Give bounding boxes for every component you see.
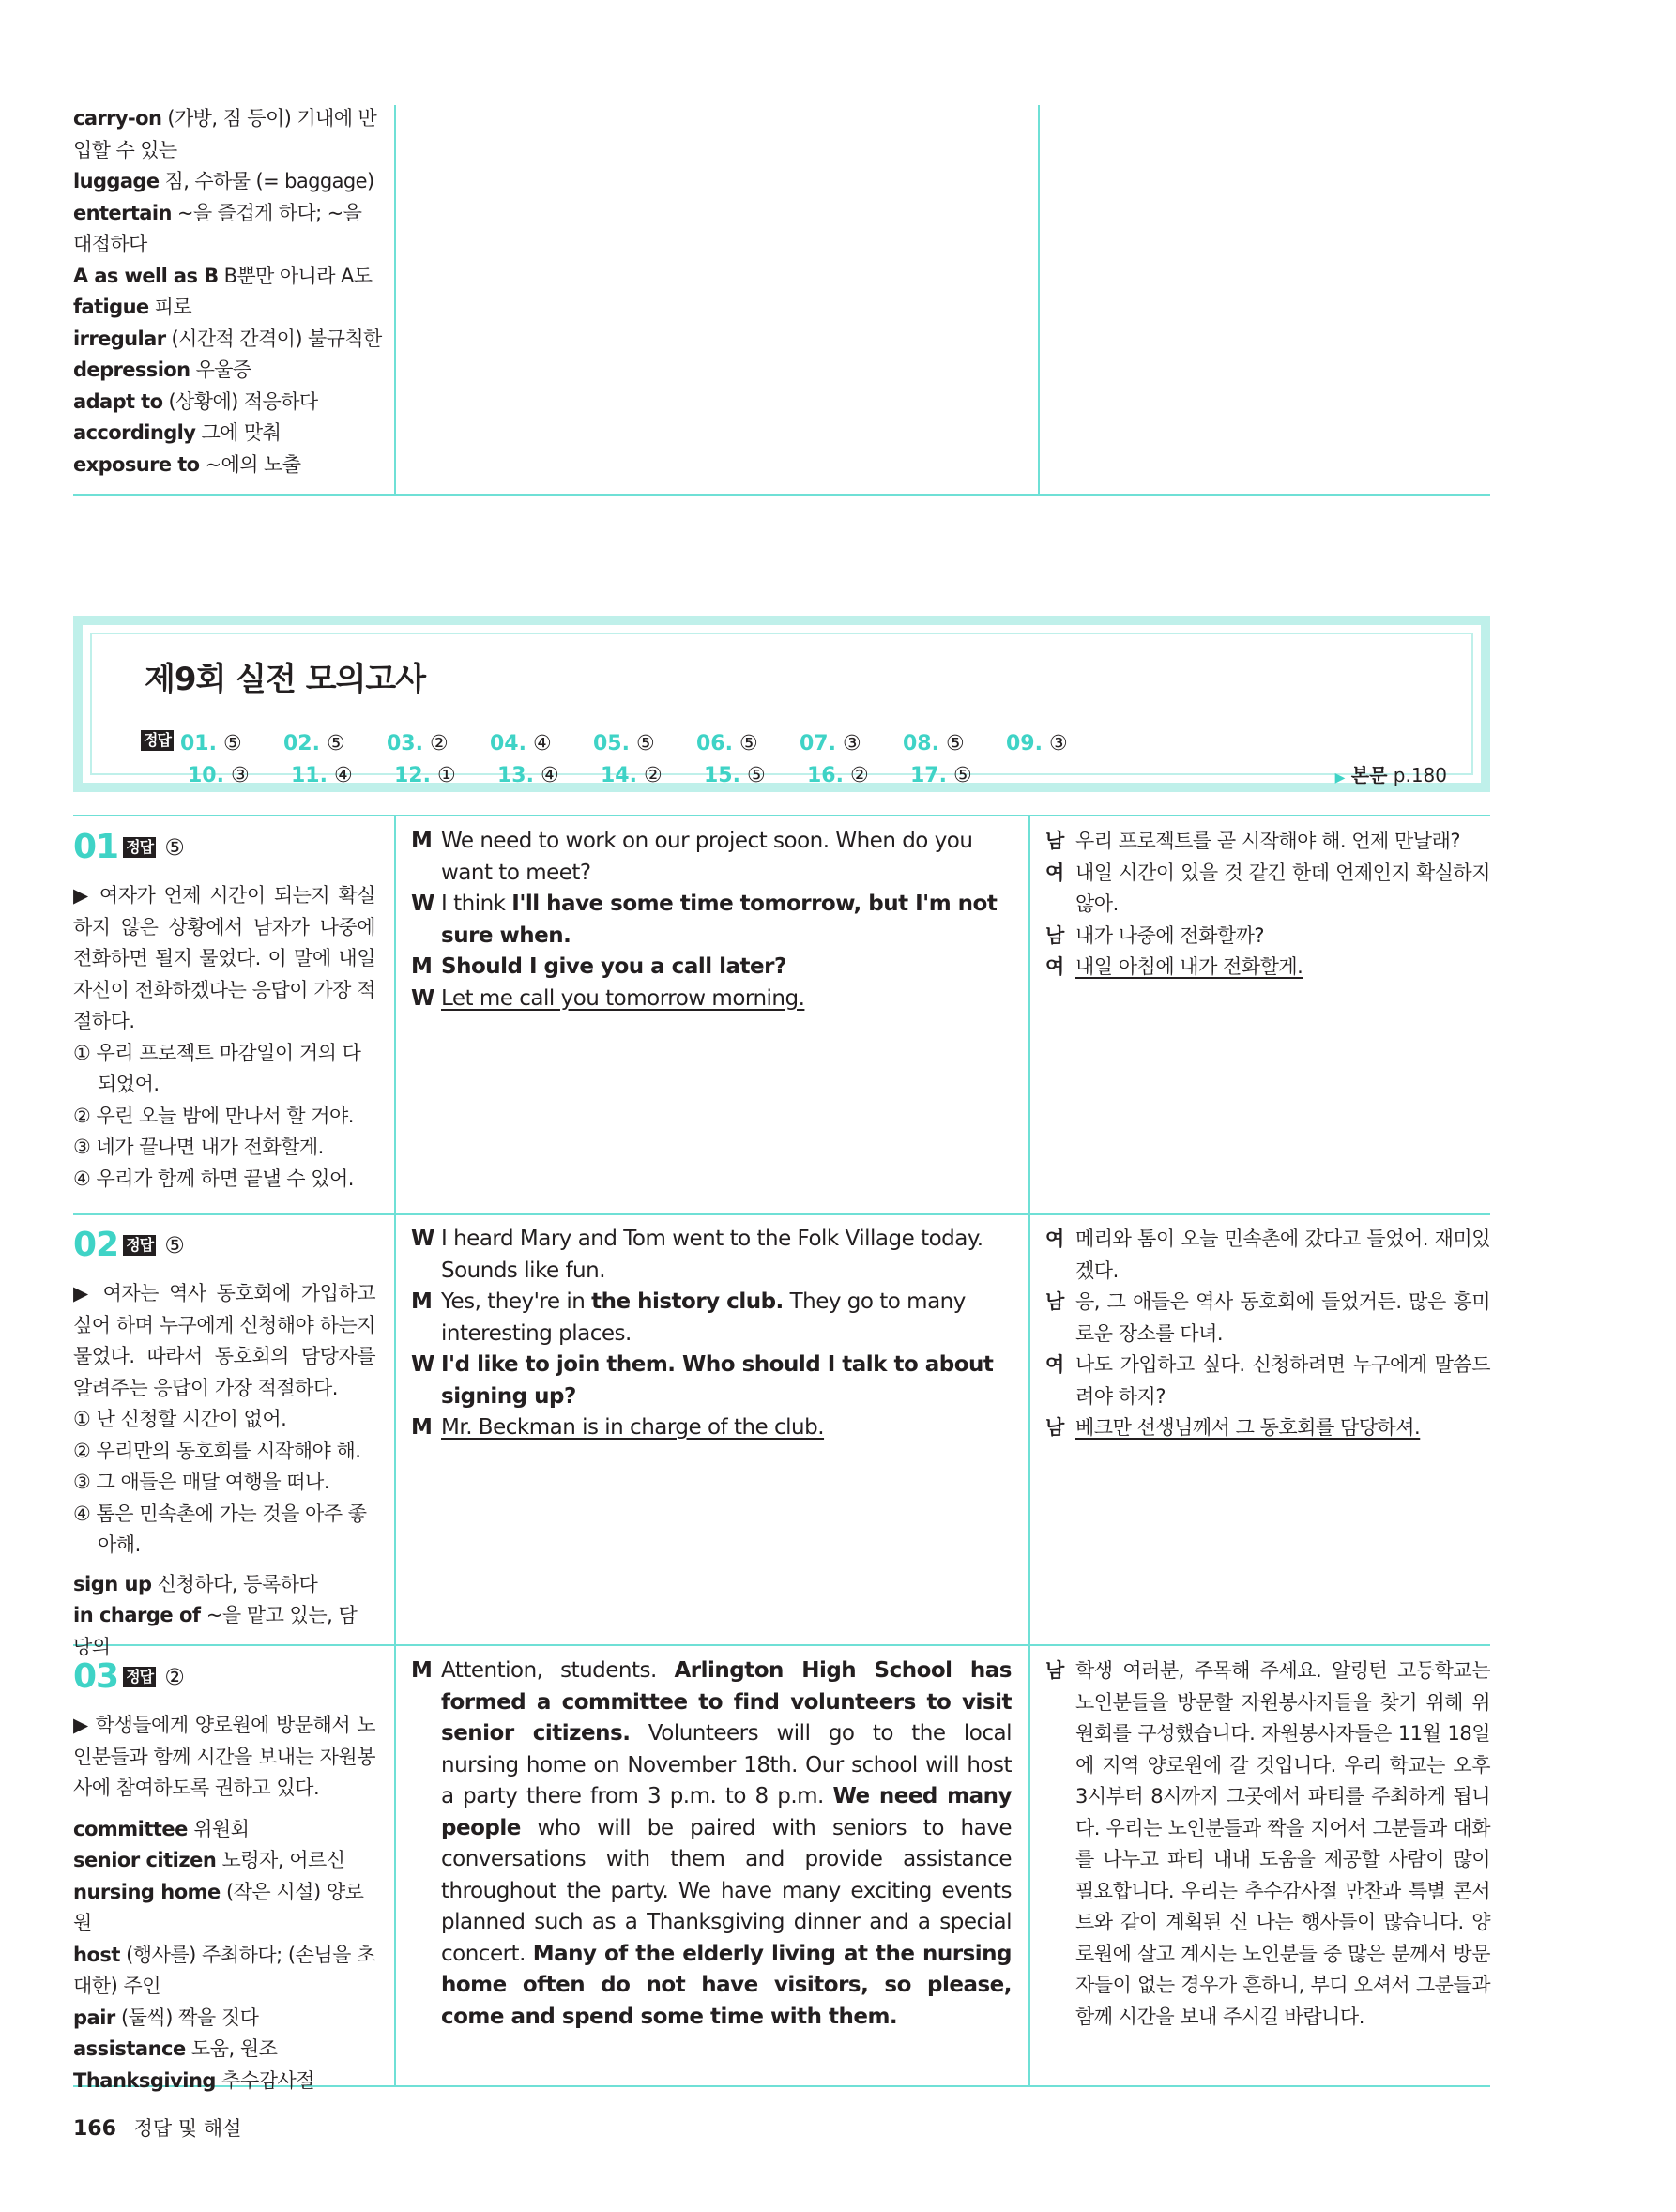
dialogue-text: We need to work on our project soon. When do you want to meet? [441,829,973,885]
translation-text: 우리 프로젝트를 곧 시작해야 해. 언제 만날래? [1075,830,1461,852]
speaker: 남 [1045,1290,1064,1313]
answer-number: 03. [387,732,423,755]
answer-number: 02. [283,732,320,755]
speaker: 남 [1045,1416,1064,1439]
answer-choice: ⑤ [222,732,242,755]
answer-box [73,616,1490,792]
translation-text: 메리와 톰이 오늘 민속촌에 갔다고 들었어. 재미있겠다. [1075,1228,1490,1282]
vocab-meaning: 노령자, 어르신 [221,1849,345,1871]
monologue-key: We need many people [441,1784,1012,1840]
option-item: ③ 네가 끝나면 내가 전화할게. [73,1136,324,1158]
vocab-word: depression [73,358,190,381]
dialogue-line [411,826,1012,889]
translation-text: 내일 시간이 있을 것 같긴 한데 언제인지 확실하지 않아. [1075,861,1490,915]
top-divider-1 [394,105,396,496]
dialogue-text: Yes, they're in [441,1289,592,1314]
answer-number: 13. [497,764,534,787]
speaker: M [411,954,433,979]
q02-translation [1045,1224,1490,1444]
answer-item [180,732,242,755]
dialogue-line [411,1412,1012,1444]
answer-choice: ⑤ [739,732,758,755]
q02-explanation [73,1278,375,1663]
answer-number: 17. [910,764,947,787]
q03-number: 03 [73,1657,119,1696]
speaker: W [411,985,434,1011]
dialogue-line [411,1224,1012,1287]
answer-choice: ⑤ [945,732,965,755]
vocab-item [73,2003,375,2035]
monologue-key: Many of the elderly living at the nursing home often do not have visitors, so please, come and spend some time with them. [441,1941,1012,2029]
vocab-item [73,261,383,293]
dialogue-text: I heard Mary and Tom went to the Folk Village today. Sounds like fun. [441,1227,983,1283]
speaker: W [411,892,434,916]
vocab-item [73,166,383,198]
translation-line [1045,1287,1490,1350]
vocab-word: accordingly [73,421,196,444]
option-item: ② 우리만의 동호회를 시작해야 해. [73,1439,361,1462]
vocab-word: adapt to [73,389,163,413]
q03-monologue [411,1655,1012,2033]
vocab-word: host [73,1943,120,1966]
vocab-meaning: B뿐만 아니라 A도 [223,264,373,287]
speaker: 남 [1045,1659,1064,1682]
dialogue-answer: Let me call you tomorrow morning. [441,985,805,1011]
vocab-item [73,418,383,450]
answer-badge-label: 정답 [141,730,174,751]
q02-answer-badge: 정답 [123,1235,156,1256]
dialogue-line [411,952,1012,984]
speaker: M [411,1289,433,1314]
q02-dialogue [411,1224,1012,1444]
vocab-meaning: 피로 [154,296,192,318]
q01-translation [1045,826,1490,984]
vocab-meaning-cont: 대접하다 [73,233,147,255]
page-reference-page: p.180 [1393,764,1447,786]
answer-item [903,732,965,755]
q01-dialogue [411,826,1012,1014]
q03-header [73,1657,185,1696]
answer-choice: ② [643,764,663,787]
vocab-word: fatigue [73,296,149,318]
answer-number: 14. [601,764,637,787]
option-item: ③ 그 애들은 매달 여행을 떠나. [73,1471,330,1493]
dialogue-line [411,1350,1012,1412]
translation-answer: 내일 아침에 내가 전화할게. [1075,955,1303,978]
answer-number: 01. [180,732,217,755]
vocab-item [73,1814,375,1846]
vocab-item [73,1940,375,2003]
q01-options [73,1038,375,1196]
speaker: 남 [1045,923,1064,947]
translation-text: 학생 여러분, 주목해 주세요. 알링턴 고등학교는 노인분들을 방문할 자원봉사자들을 찾기 위해 위원회를 구성했습니다. 자원봉사자들은 11월 18일에 지역 양로원에 갈 것입니다. 우리 학교는 오후 3시부터 8시까지 그곳에서 파티를 주최하게 됩니다. 우리는 노인분들과 짝을 지어서 그분들과 대화를 나누고 파티 내내 도움을 제공할 사람이 많이 필요합니다. 우리는 추수감사절 만찬과 특별 콘서트와 같이 계획된 신 나는 행사들이 많습니다. 양로원에 살고 계시는 노인분들 중 많은 분께서 방문자들이 없는 경우가 흔하니, 부디 오셔서 그분들과 함께 시간을 보내 주시길 바랍니다. [1075,1659,1490,2028]
q01-answer: ⑤ [164,833,185,861]
translation-text: 나도 가입하고 싶다. 신청하려면 누구에게 말씀드려야 하지? [1075,1353,1490,1408]
answer-item [394,764,456,787]
q01-explanation [73,880,375,1195]
q02-header [73,1226,185,1264]
speaker: M [411,829,433,853]
answer-number: 16. [807,764,844,787]
speaker: 남 [1045,830,1064,852]
vocab-meaning: (행사를) 주최하다; (손님을 초대한) 주인 [73,1943,375,1997]
speaker: 여 [1045,1228,1064,1250]
speaker: 여 [1045,955,1064,978]
vocab-meaning: ~을 즐겁게 하다; ~을 [176,201,362,224]
translation-text: 내가 나중에 전화할까? [1075,923,1265,947]
vocab-word: sign up [73,1572,152,1595]
grid-rule-top [73,815,1490,816]
footer-label: 정답 및 해설 [133,2117,242,2140]
option-item: ① 난 신청할 시간이 없어. [73,1408,287,1430]
option-item: ④ 톰은 민속촌에 가는 것을 아주 좋아해. [73,1502,367,1556]
vocab-meaning: 신청하다, 등록하다 [157,1572,318,1595]
vocab-meaning: (가방, 짐 등이) 기내에 반 [167,107,377,130]
answer-choice: ⑤ [952,764,972,787]
translation-answer: 베크만 선생님께서 그 동호회를 담당하셔. [1075,1416,1421,1439]
q02-options [73,1404,375,1562]
page-reference-label: 본문 [1350,764,1388,786]
vocab-meaning: (작은 시설) 양로원 [73,1880,364,1934]
answer-item [188,764,250,787]
answer-number: 08. [903,732,939,755]
answer-item [283,732,345,755]
answer-item [490,732,552,755]
dialogue-line [411,889,1012,952]
footer [73,2113,241,2142]
speaker: W [411,1352,434,1377]
vocab-word: irregular [73,327,166,350]
vocab-meaning: 위원회 [193,1817,250,1840]
answer-number: 12. [394,764,431,787]
speaker: W [411,1227,434,1251]
vocab-item [73,198,383,230]
answer-item [910,764,972,787]
vocab-item [73,2034,375,2066]
q03-translation [1045,1655,1490,2033]
answer-item [593,732,655,755]
answer-number: 11. [291,764,328,787]
option-item: ② 우린 오늘 밤에 만나서 할 거야. [73,1104,354,1127]
q03-answer: ② [164,1663,185,1690]
answer-number: 10. [188,764,224,787]
q01-number: 01 [73,828,119,866]
page-reference [1335,760,1447,787]
q03-explanation-text: ▶ 학생들에게 양로원에 방문해서 노인분들과 함께 시간을 보내는 자원봉사에 참여하도록 권하고 있다. [73,1714,375,1799]
dialogue-text: I think [441,892,512,916]
q02-number: 02 [73,1226,119,1264]
answer-item [696,732,758,755]
answer-item [800,732,861,755]
vocab-word: carry-on [73,107,162,130]
top-vocab-list [73,103,383,481]
answer-item [807,764,869,787]
vocab-word: luggage [73,170,160,192]
answer-choice: ③ [230,764,250,787]
vocab-meaning: (시간적 간격이) 불규칙한 [171,327,382,350]
answer-choice: ③ [842,732,861,755]
vocab-meaning: 우울증 [195,358,251,381]
dialogue-text: They go to many interesting places. [441,1289,966,1346]
dialogue-answer: Mr. Beckman is in charge of the club. [441,1415,825,1440]
answer-choice: ② [849,764,869,787]
answer-item [704,764,766,787]
top-bottom-rule [73,494,1490,496]
vocab-item [73,1600,375,1663]
answer-choice: ⑤ [326,732,345,755]
answer-choice: ④ [532,732,552,755]
vocab-item [73,355,383,387]
triangle-icon: ▶ [1334,770,1346,786]
translation-line [1045,952,1490,984]
answer-choice: ④ [333,764,353,787]
vocab-word: in charge of [73,1604,201,1626]
answer-item [291,764,353,787]
section-title: 제9회 실전 모의고사 [145,661,426,698]
vocab-meaning: ~을 맡고 있는, 담당의 [73,1604,358,1658]
vocab-meaning: 도움, 원조 [190,2037,278,2060]
page-number: 166 [73,2117,116,2141]
translation-line [1045,1655,1490,2033]
q03-answer-badge: 정답 [123,1667,156,1687]
q01-answer-badge: 정답 [123,837,156,858]
answer-number: 05. [593,732,630,755]
speaker: 여 [1045,861,1064,884]
speaker: 여 [1045,1353,1064,1376]
q02-explanation-text: ▶ 여자는 역사 동호회에 가입하고 싶어 하며 누구에게 신청해야 하는지 물었다. 따라서 동호회의 담당자를 알려주는 응답이 가장 적절하다. [73,1282,375,1399]
vocab-meaning: 그에 맞춰 [201,421,282,444]
translation-line [1045,921,1490,953]
dialogue-key: I'll have some time tomorrow, but I'm not sure when. [441,892,998,948]
answer-number: 04. [490,732,526,755]
option-item: ④ 우리가 함께 하면 끝낼 수 있어. [73,1167,354,1190]
monologue-text: Volunteers will go to the local nursing home on November 18th. Our school will host a party there from 3 p.m. to 8 p.m. [441,1721,1012,1808]
grid-divider-2 [1028,815,1030,2087]
vocab-meaning: ~에의 노출 [205,452,301,476]
vocab-meaning-cont: 입할 수 있는 [73,138,177,161]
answer-box-inner [90,633,1473,787]
vocab-item [73,1845,375,1877]
speaker: M [411,1415,433,1440]
dialogue-line [411,1287,1012,1350]
monologue-key: Arlington High School has formed a committee to find volunteers to visit senior citizens. [441,1658,1012,1746]
q01-explanation-text: ▶ 여자가 언제 시간이 되는지 확실하지 않은 상황에서 남자가 나중에 전화하면 될지 물었다. 이 말에 내일 자신이 전화하겠다는 응답이 가장 적절하다. [73,884,375,1032]
q02-vocab [73,1569,375,1664]
vocab-word: senior citizen [73,1849,217,1871]
vocab-item [73,324,383,356]
vocab-word: assistance [73,2037,186,2060]
vocab-item [73,1569,375,1601]
translation-text: 응, 그 애들은 역사 동호회에 들었거든. 많은 흥미로운 장소를 다녀. [1075,1290,1490,1345]
vocab-item [73,1877,375,1940]
answer-badge [141,730,174,751]
answer-choice: ④ [540,764,559,787]
answer-number: 15. [704,764,740,787]
option-item: ① 우리 프로젝트 마감일이 거의 다 되었어. [73,1041,361,1095]
answer-number: 09. [1006,732,1043,755]
top-divider-2 [1038,105,1040,496]
vocab-word: nursing home [73,1880,221,1903]
translation-line [1045,826,1490,858]
vocab-item [73,2066,375,2098]
vocab-word: committee [73,1817,188,1840]
monologue-line [411,1655,1012,2033]
answer-number: 07. [800,732,836,755]
vocab-item [73,292,383,324]
dialogue-key: Should I give you a call later? [441,954,786,979]
vocab-word: A as well as B [73,264,219,287]
answer-choice: ③ [1048,732,1068,755]
translation-line [1045,1412,1490,1444]
dialogue-line [411,984,1012,1015]
vocab-item [73,450,383,481]
answer-item [601,764,663,787]
vocab-meaning: (상황에) 적응하다 [168,389,318,413]
monologue-text: who will be paired with seniors to have conversations with them and provide assistance throughout the party. We have many exciting events planned such as a Thanksgiving dinner and a special concert. [441,1815,1012,1966]
dialogue-key: I'd like to join them. Who should I talk to about signing up? [441,1352,994,1409]
q01-header [73,828,185,866]
answer-item [1006,732,1068,755]
answer-choice: ⑤ [635,732,655,755]
vocab-word: pair [73,2006,115,2029]
answer-item [497,764,559,787]
answer-choice: ⑤ [746,764,766,787]
vocab-item [73,387,383,419]
vocab-word: Thanksgiving [73,2068,216,2092]
answer-number: 06. [696,732,733,755]
dialogue-key: the history club. [591,1289,784,1314]
grid-rule-2 [73,1213,1490,1215]
vocab-word: exposure to [73,452,200,476]
q03-explanation [73,1710,375,2097]
q02-answer: ⑤ [164,1231,185,1259]
vocab-meaning: (둘씩) 짝을 짓다 [120,2006,259,2029]
answer-item [387,732,449,755]
grid-divider-1 [394,815,396,2087]
translation-line [1045,1350,1490,1412]
answer-choice: ① [436,764,456,787]
vocab-word: entertain [73,201,172,224]
answer-choice: ② [429,732,449,755]
translation-line [1045,1224,1490,1287]
vocab-meaning: 추수감사절 [221,2068,315,2092]
translation-line [1045,858,1490,921]
q03-vocab [73,1814,375,2098]
vocab-item [73,103,383,135]
speaker: M [411,1658,433,1683]
monologue-text: Attention, students. [441,1658,675,1683]
vocab-meaning: 짐, 수하물 (= baggage) [164,170,374,192]
